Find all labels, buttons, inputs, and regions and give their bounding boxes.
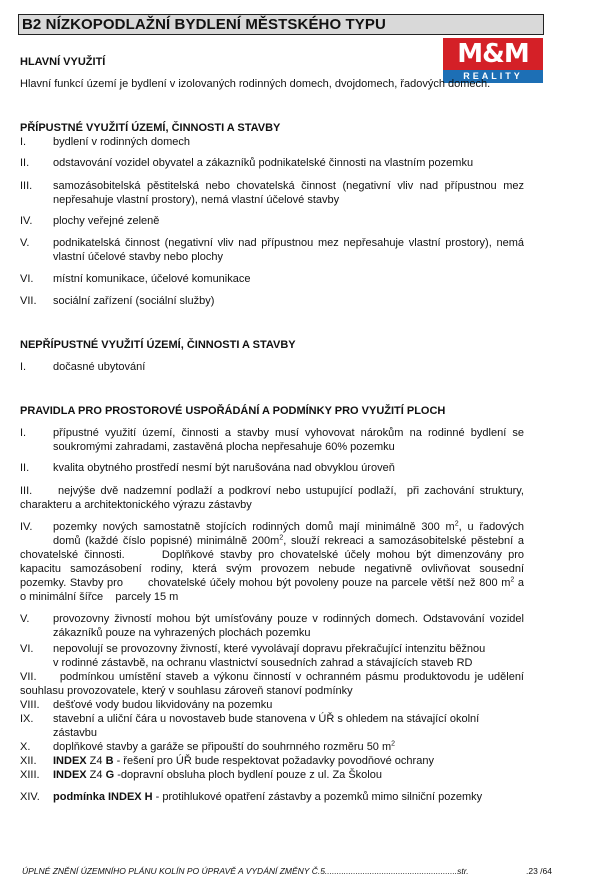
list-item: dešťové vody budou likvidovány na pozemku (53, 699, 273, 711)
footer-text: ÚPLNÉ ZNĚNÍ ÚZEMNÍHO PLÁNU KOLÍN PO ÚPRAVĚ A VYDÁNÍ ZMĚNY Č.5........................................................str. (22, 866, 469, 876)
list-item: bydlení v rodinných domech (53, 136, 190, 148)
list-number: IV. (20, 215, 33, 227)
list-number: II. (20, 462, 30, 474)
list-item: provozovny živností mohou být umísťovány pouze v rodinných domech. Odstavování vozidel (53, 613, 524, 625)
list-number: I. (20, 427, 27, 439)
list-number: II. (20, 157, 30, 169)
list-item-cont: zástavbu (53, 727, 98, 739)
list-item: podmínka INDEX H - protihlukové opatření zástavby a pozemků mimo silniční pozemky (53, 791, 483, 803)
list-item-cont: kapacitu samozásobení rodiny, která svým provozem nebude negativně ovlivňovat sousední (20, 563, 524, 575)
heading-permitted: PŘÍPUSTNÉ VYUŽITÍ ÚZEMÍ, ČINNOSTI A STAVBY (20, 122, 281, 134)
list-item: podnikatelská činnost (negativní vliv nad přípustnou mez nepřesahuje vlastní prostory), nemá (53, 237, 524, 249)
logo-brand: M&M (443, 38, 543, 70)
list-number: XII. (20, 755, 37, 767)
list-item: samozásobitelská pěstitelská nebo chovatelská činnost (negativní vliv nad přípustnou mez (53, 180, 524, 192)
list-number: V. (20, 237, 30, 249)
list-item-cont: o minimální šířce parcely 15 m (20, 591, 179, 603)
list-item-cont: soukromými zahradami, zastavěná plocha nepřesahuje 60% pozemku (53, 441, 395, 453)
heading-main-use: HLAVNÍ VYUŽITÍ (20, 56, 106, 68)
page-number: .23 /64 (526, 866, 552, 876)
list-item-cont: v rodinné zástavbě, na ochranu vlastnictví sousedních zahrad a stávajících staveb RD (53, 657, 473, 669)
list-item: místní komunikace, účelové komunikace (53, 273, 251, 285)
list-number: XIV. (20, 791, 40, 803)
logo-sub: REALITY (443, 70, 543, 83)
list-item: odstavování vozidel obyvatel a zákazníků podnikatelské činnosti na vlastním pozemku (53, 157, 474, 169)
list-number: IX. (20, 713, 34, 725)
list-item-cont: vlastní účelové stavby nebo plochy (53, 251, 223, 263)
list-item: INDEX Z4 B - řešení pro ÚŘ bude respektovat požadavky povodňové ochrany (53, 755, 434, 767)
list-number: IV. (20, 521, 33, 533)
list-item: dočasné ubytování (53, 361, 146, 373)
list-item: INDEX Z4 G -dopravní obsluha ploch bydlení pouze z ul. Za Školou (53, 769, 382, 781)
list-item-cont: nepřesahuje vlastní prostory), nemá vlastní účelové stavby (53, 194, 340, 206)
list-number: III. (20, 180, 33, 192)
list-number: I. (20, 136, 27, 148)
list-number: VIII. (20, 699, 40, 711)
list-item-cont: souhlasu provozovatele, který v souhlasu zároveň stanoví podmínky (20, 685, 353, 697)
list-number: VII. (20, 295, 37, 307)
list-item: pozemky nových samostatně stojících rodinných domů mají minimálně 300 $m^2$, u řadových (53, 520, 524, 533)
list-item: stavební a uliční čára u novostaveb bude stanovena v ÚŘ s ohledem na stávající okolní (53, 713, 480, 725)
list-item: kvalita obytného prostředí nesmí být narušována nad obvyklou úroveň (53, 462, 395, 474)
list-item: III. nejvýše dvě nadzemní podlaží a podkroví nebo ustupující podlaží, při zachování struktury, (20, 485, 524, 497)
list-item-cont: charakteru a architektonického výrazu zástavby (20, 499, 252, 511)
main-use-text: Hlavní funkcí území je bydlení v izolovaných rodinných domech, dvojdomech, řadových domech. (20, 78, 491, 90)
list-number: XIII. (20, 769, 40, 781)
list-number: VI. (20, 643, 34, 655)
list-item-cont: zákazníků pouze na vyhrazených plochách pozemku (53, 627, 311, 639)
list-item: sociální zařízení (sociální služby) (53, 295, 215, 307)
list-number: X. (20, 741, 31, 753)
list-item-cont: domů (každé číslo popisné) minimálně $200m^2$, slouží rekreaci a samozásobitelské pěstební a (53, 534, 524, 547)
list-item: nepovolují se provozovny živností, které vyvolávají dopravu překračující intenzitu běžnou (53, 643, 486, 655)
list-number: V. (20, 613, 30, 625)
list-item: přípustné využití území, činnosti a stavby musí vyhovovat nárokům na rodinné bydlení se (53, 427, 524, 439)
list-item-cont: pozemky. Stavby pro chovatelské účely mohou být povoleny pouze na parcele větší než 800 $m^2$ a (20, 576, 524, 589)
list-item: VII. podmínkou umístění staveb a výkonu činností v ochranném pásmu produktovodu je udělení (20, 671, 524, 683)
section-title: B2 NÍZKOPODLAŽNÍ BYDLENÍ MĚSTSKÉHO TYPU (18, 14, 544, 35)
list-item: doplňkové stavby a garáže se připouští do souhrnného rozměru 50 $m^2$ (53, 740, 396, 753)
heading-not-permitted: NEPŘÍPUSTNÉ VYUŽITÍ ÚZEMÍ, ČINNOSTI A STAVBY (20, 339, 296, 351)
list-number: I. (20, 361, 27, 373)
list-item: plochy veřejné zeleně (53, 215, 160, 227)
list-number: VI. (20, 273, 34, 285)
list-item-cont: chovatelské činnosti. Doplňkové stavby pro chovatelské účely mohou být dimenzovány pro (20, 549, 524, 561)
page-footer (22, 866, 552, 877)
heading-rules: PRAVIDLA PRO PROSTOROVÉ USPOŘÁDÁNÍ A PODMÍNKY PRO VYUŽITÍ PLOCH (20, 405, 446, 417)
